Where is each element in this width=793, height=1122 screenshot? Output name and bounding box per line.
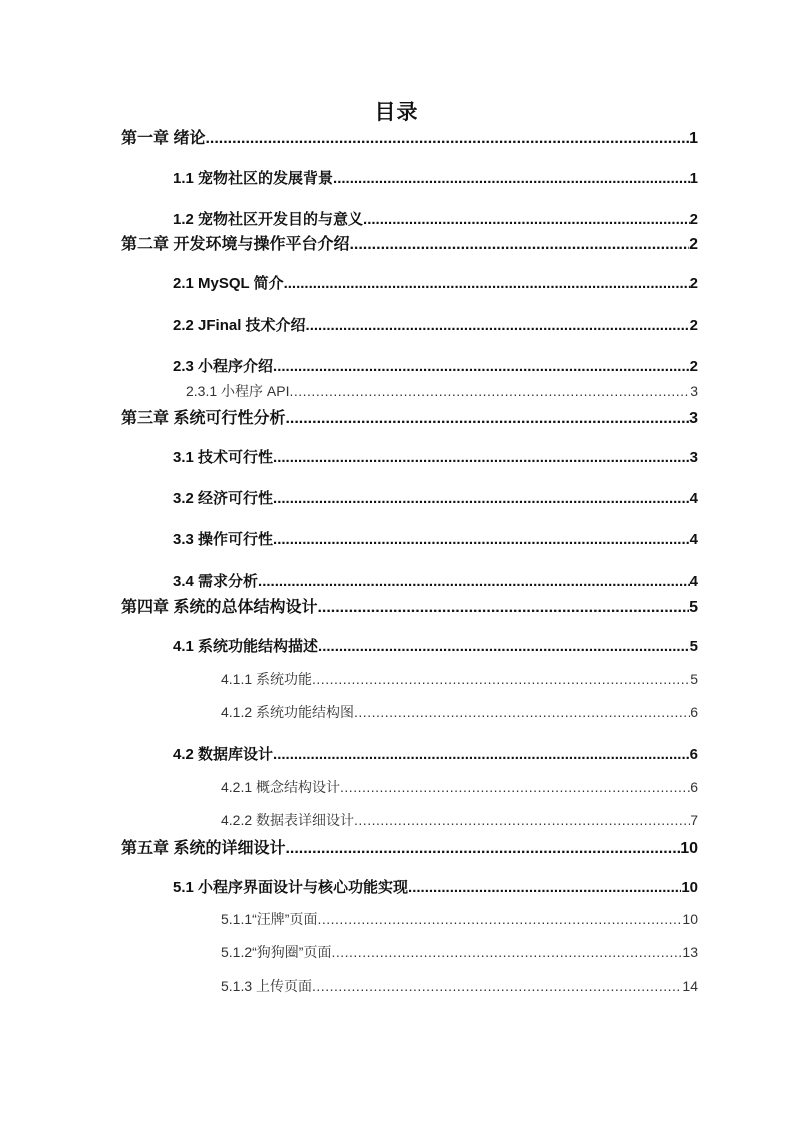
- toc-entry-4-2-2[interactable]: 4.2.2 数据表详细设计 ..... 7: [221, 810, 698, 830]
- toc-entry-4-1[interactable]: 4.1 系统功能结构描述 ..... 5: [173, 635, 698, 656]
- toc-entry-3-2[interactable]: 3.2 经济可行性 ..... 4: [173, 487, 698, 508]
- toc-entry-4-1-2[interactable]: 4.1.2 系统功能结构图 ..... 6: [221, 702, 698, 722]
- dot-leader: [273, 490, 690, 507]
- toc-entry-5-1-1[interactable]: 5.1.1“汪牌”页面 ..... 10: [221, 909, 698, 929]
- toc-entry-chapter-1[interactable]: 第一章 绪论 ..... 1: [121, 125, 698, 148]
- toc-entry-5-1-3[interactable]: 5.1.3 上传页面 ..... 14: [221, 976, 698, 996]
- dot-leader: [285, 410, 689, 428]
- toc-entry-4-2-1[interactable]: 4.2.1 概念结构设计 ..... 6: [221, 777, 698, 797]
- toc-entry-2-2[interactable]: 2.2 JFinal 技术介绍 ..... 2: [173, 314, 698, 335]
- toc-entry-3-1[interactable]: 3.1 技术可行性 ..... 3: [173, 446, 698, 467]
- toc-entry-3-3[interactable]: 3.3 操作可行性 ..... 4: [173, 528, 698, 549]
- toc-title: 目录: [374, 101, 419, 124]
- dot-leader: [289, 383, 690, 399]
- dot-leader: [354, 704, 690, 720]
- dot-leader: [363, 211, 690, 228]
- dot-leader: [354, 812, 690, 828]
- dot-leader: [317, 599, 689, 617]
- toc-entry-2-3[interactable]: 2.3 小程序介绍 ..... 2: [173, 355, 698, 376]
- dot-leader: [312, 978, 682, 994]
- toc-entry-chapter-3[interactable]: 第三章 系统可行性分析 ..... 3: [121, 405, 698, 428]
- dot-leader: [340, 779, 690, 795]
- dot-leader: [333, 170, 690, 187]
- dot-leader: [318, 638, 690, 655]
- toc-entry-5-1-2[interactable]: 5.1.2“狗狗圈”页面 ..... 13: [221, 942, 698, 962]
- dot-leader: [349, 236, 689, 254]
- dot-leader: [284, 275, 690, 292]
- dot-leader: [273, 449, 690, 466]
- dot-leader: [273, 746, 690, 763]
- toc-entry-4-1-1[interactable]: 4.1.1 系统功能 ..... 5: [221, 669, 698, 689]
- dot-leader: [205, 130, 689, 148]
- dot-leader: [312, 671, 690, 687]
- toc-entry-1-1[interactable]: 1.1 宠物社区的发展背景 ..... 1: [173, 167, 698, 188]
- dot-leader: [306, 317, 690, 334]
- dot-leader: [273, 531, 690, 548]
- dot-leader: [273, 358, 690, 375]
- dot-leader: [285, 840, 680, 858]
- toc-entry-2-1[interactable]: 2.1 MySQL 简介 ..... 2: [173, 272, 698, 293]
- dot-leader: [408, 879, 681, 896]
- dot-leader: [258, 573, 690, 590]
- toc-entry-2-3-1[interactable]: 2.3.1 小程序 API ..... 3: [186, 381, 698, 401]
- dot-leader: [331, 944, 682, 960]
- toc-entry-chapter-4[interactable]: 第四章 系统的总体结构设计 ..... 5: [121, 594, 698, 617]
- toc-entry-3-4[interactable]: 3.4 需求分析 ..... 4: [173, 570, 698, 591]
- toc-entry-4-2[interactable]: 4.2 数据库设计 ..... 6: [173, 743, 698, 764]
- toc-entry-chapter-5[interactable]: 第五章 系统的详细设计 ..... 10: [121, 835, 698, 858]
- toc-entry-5-1[interactable]: 5.1 小程序界面设计与核心功能实现 ..... 10: [173, 876, 698, 897]
- dot-leader: [317, 911, 682, 927]
- toc-entry-1-2[interactable]: 1.2 宠物社区开发目的与意义 ..... 2: [173, 208, 698, 229]
- toc-entry-chapter-2[interactable]: 第二章 开发环境与操作平台介绍 ..... 2: [121, 231, 698, 254]
